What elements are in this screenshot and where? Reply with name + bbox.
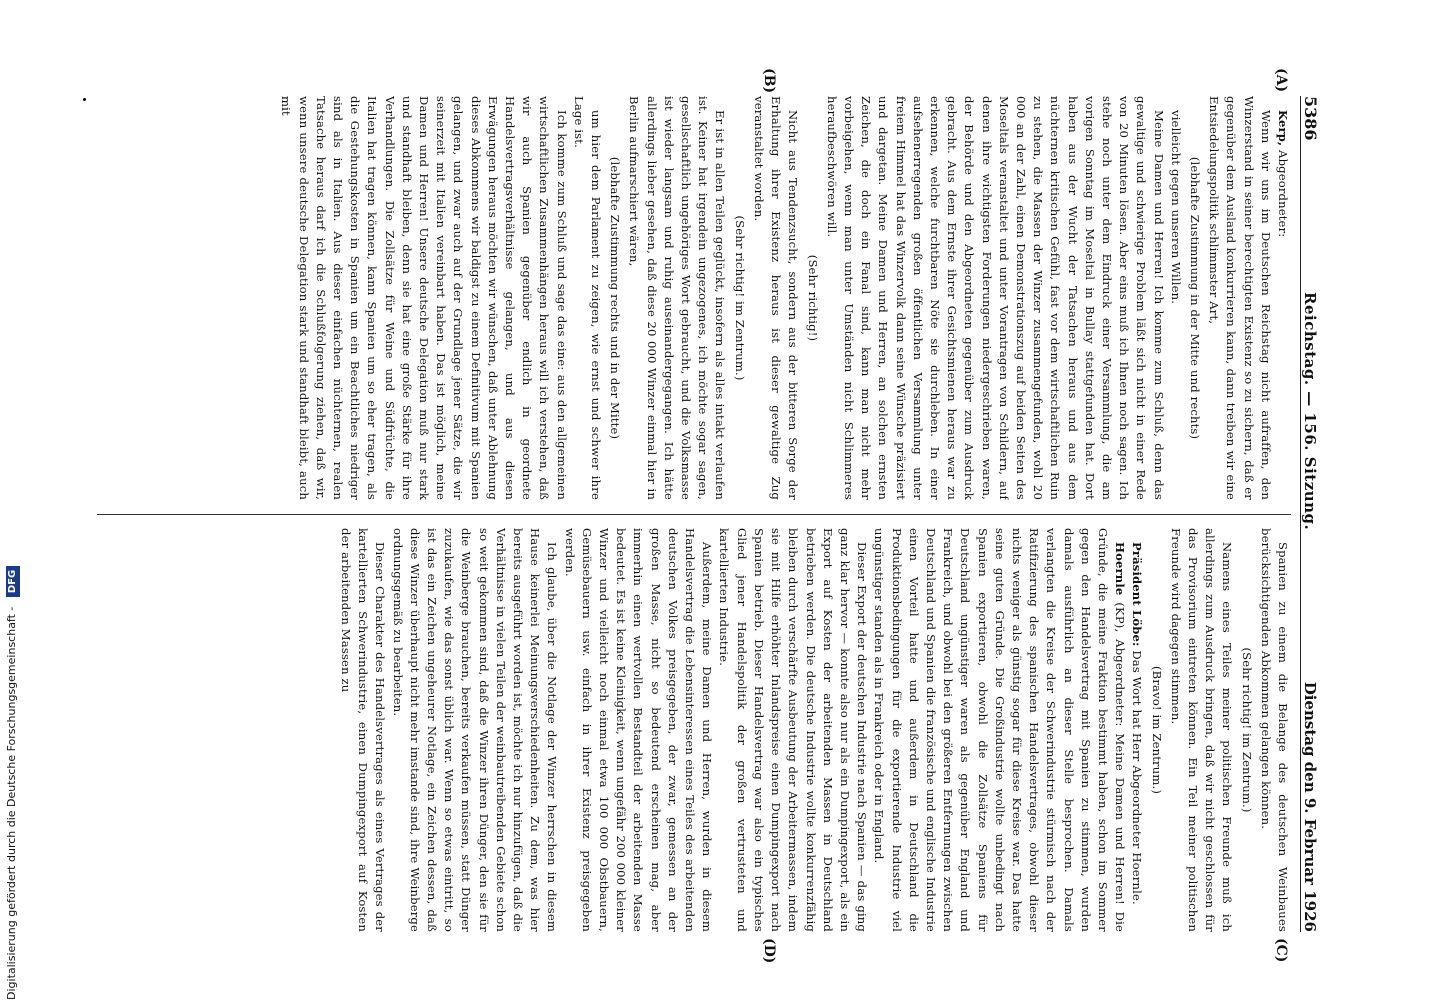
margin-letter-a: (A) [1273,68,1289,93]
digitization-credit [2,0,22,1000]
paragraph: Außerdem, meine Damen und Herren, wurden in diesem Handelsvertrag die Lebensinteressen eines Teiles des arbeitenden deutschen Volkes preisgegeben, der zwar, gemessen an der großen Masse, nicht so bedeutend erscheinen mag, aber immerhin einen wertvollen Bestandteil der arbeitenden Masse bedeutet. Es ist keine Kleinigkeit, wenn ungefähr 200 000 kleiner Winzer und vielleicht noch einmal etwa 100 000 Obstbauern, Gemüsebauern usw. einfach in ihrer Existenz preisgegeben werden. [562,528,715,932]
dfg-logo: DFG [6,566,20,597]
right-column [97,528,1291,932]
paragraph: Namens eines Teiles meiner politischen Freunde muß ich allerdings zum Ausdruck bringen, daß wir nicht geschlossen für das Provisorium eintreten können. Ein Teil meiner politischen Freunde wird dagegen stimmen. [1168,528,1235,932]
paragraph: Wenn wir uns im Deutschen Reichstag nicht aufraffen, den Winzerstand in seiner berechtigten Existenz so zu sichern, daß er gegenüber dem Ausland konkurrieren kann, dann treiben wir eine Entsiedelungspolitik schlimmster Art, [1207,96,1273,500]
page-number: 5386 [1301,96,1320,141]
interjection: (lebhafte Zustimmung rechts und in der Mitte) [608,156,623,440]
paragraph: Dieser Export der deutschen Industrie nach Spanien — das ging ganz klar hervor — konnte also nur als ein Dumpingexport, als ein Export auf Kosten der arbeitenden Massen in Deutschland betrieben werden. Die deutsche Industrie wollte konkurrenzfähig bleiben durch verschärfte Ausbeutung der Arbeitermassen, indem sie mit Hilfe erhöhter Inlandspreise einen Dumpingexport nach Spanien betrieb. Dieser Handelsvertrag war also ein typisches Glied jener Handelspolitik der großen vertrusteten und kartellierten Industrie. [717,528,870,932]
left-column [97,96,1291,500]
paragraph: um hier dem Parlament zu zeigen, wie ernst und schwer ihre Lage ist. [571,96,604,500]
paragraph: Meine Damen und Herren! Ich komme zum Schluß, denn das gewaltige und schwierige Problem läßt sich nicht in einer Rede von 20 Minuten lösen. Aber eins muß ich Ihnen noch sagen. Ich stehe noch unter dem Eindruck einer Versammlung, die am vorigen Sonntag im Moseltal in Bullay stattgefunden hat. Dort haben aus der Wucht der Tatsachen heraus und aus dem nüchternen kritischen Gefühl, fast vor dem wirtschaftlichen Ruin zu stehen, die Massen der Winzer zusammengefunden, wohl 20 000 an der Zahl, einen Demonstrationszug auf beiden Seiten des Moseltals veranstaltet und unter Vorantragen von Schildern, auf denen ihre wichtigsten Forderungen niedergeschrieben waren, der Behörde und den Abgeordneten gegenüber zum Ausdruck gebracht. Aus dem Ernste ihrer Gesichtsmienen heraus war zu erkennen, welche furchtbaren Nöte sie durchleben. In einer aufsehenerregenden großen öffentlichen Versammlung unter freiem Himmel hat das Winzervolk dann seine Wünsche präzisiert und dargetan. Meine Damen und Herren, an solchen ernsten Zeichen, die doch ein Fanal sind, kann man nicht mehr vorbeigehen, wenn man unter Umständen nicht Schlimmeres heraufbeschwören will. [824,96,1166,500]
paragraph: Ich glaube, über die Notlage der Winzer herrschen in diesem Hause keinerlei Meinungsverschiedenheiten. Zu dem, was hier bereits ausgeführt worden ist, möchte ich nur hinzufügen, daß die Verhältnisse in vielen Teilen der weinbautreibenden Gebiete schon so weit gekommen sind, daß die Winzer ihren Dünger, den sie für die Weinberge brauchen, bereits verkaufen müssen, statt Dünger zuzukaufen, wie das sonst üblich war. Wenn so etwas eintritt, so ist das ein Zeichen ungeheurer Notlage, ein Zeichen dessen, daß diese Winzer überhaupt nicht mehr imstande sind, ihre Weinberge ordnungsgemäß zu bearbeiten. [390,528,560,932]
interjection: (Sehr richtig! im Zentrum.) [1239,647,1254,813]
margin-letter-c: (C) [1273,938,1289,963]
paragraph: Dieser Charakter des Handelsvertrages als eines Vertrages der kartellierten Schwerindustrie, einen Dumpingexport auf Kosten der arbeitenden Massen zu [339,528,388,932]
president-label: Präsident Löbe: [1130,542,1145,647]
president-text: Das Wort hat Herr Abgeordneter Hoernle. [1130,650,1145,905]
session-date: Dienstag den 9. Februar 1926 [1301,681,1319,932]
interjection: (Sehr richtig!) [805,254,820,342]
speaker-name: Hoernle [1113,542,1128,596]
column-divider [97,514,1291,515]
speaker-line [870,528,1128,932]
session-title: Reichstag. — 156. Sitzung. [1301,292,1319,531]
speaker-line [1274,96,1291,500]
paragraph: Spanien zu einem die Belange des deutschen Weinbaues berücksichtigenden Abkommen gelangen können. [1258,528,1290,932]
paragraph: vielleicht gegen unseren Willen. [1168,110,1183,305]
interjection: (Bravo! im Zentrum.) [1149,665,1164,794]
paragraph: Nicht aus Tendenzsucht, sondern aus der bitteren Sorge der Erhaltung ihrer Existenz heraus ist dieser gewaltige Zug veranstaltet worden. [751,96,801,500]
credit-text: Digitalisierung gefördert durch die Deutsche Forschungsgemeinschaft - [5,606,18,1000]
rotated-newspaper-page [97,68,1337,964]
paragraph: Meine Damen und Herren! Die Gründe, die meine Fraktion bestimmt haben, schon im Sommer gegen den Handelsvertrag mit Spanien zu stimmen, wurden damals ausführlich an dieser Stelle besprochen. Damals verlangten die Kreise der Schwerindustrie stürmisch nach der Ratifizierung des spanischen Handelsvertrages, obwohl dieser nichts weniger als günstig sogar für diese Kreise war. Das hatte seine guten Gründe. Die Großindustrie wollte unbedingt nach Spanien exportieren, obwohl die Zollsätze Spaniens für Deutschland ungünstiger waren als gegenüber England und Frankreich, und obwohl bei den größeren Entfernungen zwischen Deutschland und Spanien die französische und englische Industrie einen Vorteil hatte und außerdem in Deutschland die Produktionsbedingungen für die exportierende Industrie viel ungünstiger standen als in Frankreich oder in England. [872,528,1128,932]
page-header [1300,96,1337,932]
paragraph: Er ist in allen Teilen geglückt, insofern als alles intakt verlaufen ist. Keiner hat irgendein ungezogenes, ich möchte sogar sagen, gesellschaftlich ungehöriges Wort gebraucht, und die Volksmasse ist wieder langsam und ruhig auseinandergegangen. Ich hätte allerdings lieber gesehen, daß diese 20 000 Winzer einmal hier in Berlin aufmarschiert wären, [627,96,728,500]
speaker-role: Abgeordneter: [1276,150,1290,238]
margin-letter-d: (D) [761,938,777,964]
scan-speck [83,98,86,101]
speaker-role: (KP), Abgeordneter: [1113,602,1128,727]
paragraph: Ich komme zum Schluß und sage das eine: aus den allgemeinen wirtschaftlichen Zusammenhängen heraus will ich verstehen, daß wir auch Spanien gegenüber endlich in geordnete Handelsvertragsverhältnisse gelangen, und aus diesen Erwägungen heraus möchten wir wünschen, daß unter Ablehnung dieses Abkommens wir baldigst zu einem Definitivum mit Spanien gelangen, und zwar auch auf der Grundlage jener Sätze, die wir seinerzeit mit Italien vereinbart haben. Das ist möglich, meine Damen und Herren! Unsere deutsche Delegation muß nur stark und standhaft bleiben, denn sie hat eine große Stärke für ihre Verhandlungen. Die Zollsätze für Weine und Südfrüchte, die Italien hat tragen können, kann Spanien um so eher tragen, als die Gestehungskosten in Spanien um ein Beachtliches niedriger sind als in Italien. Aus dieser einfachen nüchternen, realen Tatsache heraus darf ich die Schlußfolgerung ziehen, daß wir, wenn unsere deutsche Delegation stark und standhaft bleibt, auch mit [279,96,569,500]
interjection: (Sehr richtig! im Zentrum.) [732,215,747,381]
interjection: (lebhafte Zustimmung in der Mitte und rechts) [1187,156,1202,440]
president-line [1128,528,1145,932]
speaker-name: Kerp, [1276,110,1290,147]
margin-letter-b: (B) [761,68,777,94]
